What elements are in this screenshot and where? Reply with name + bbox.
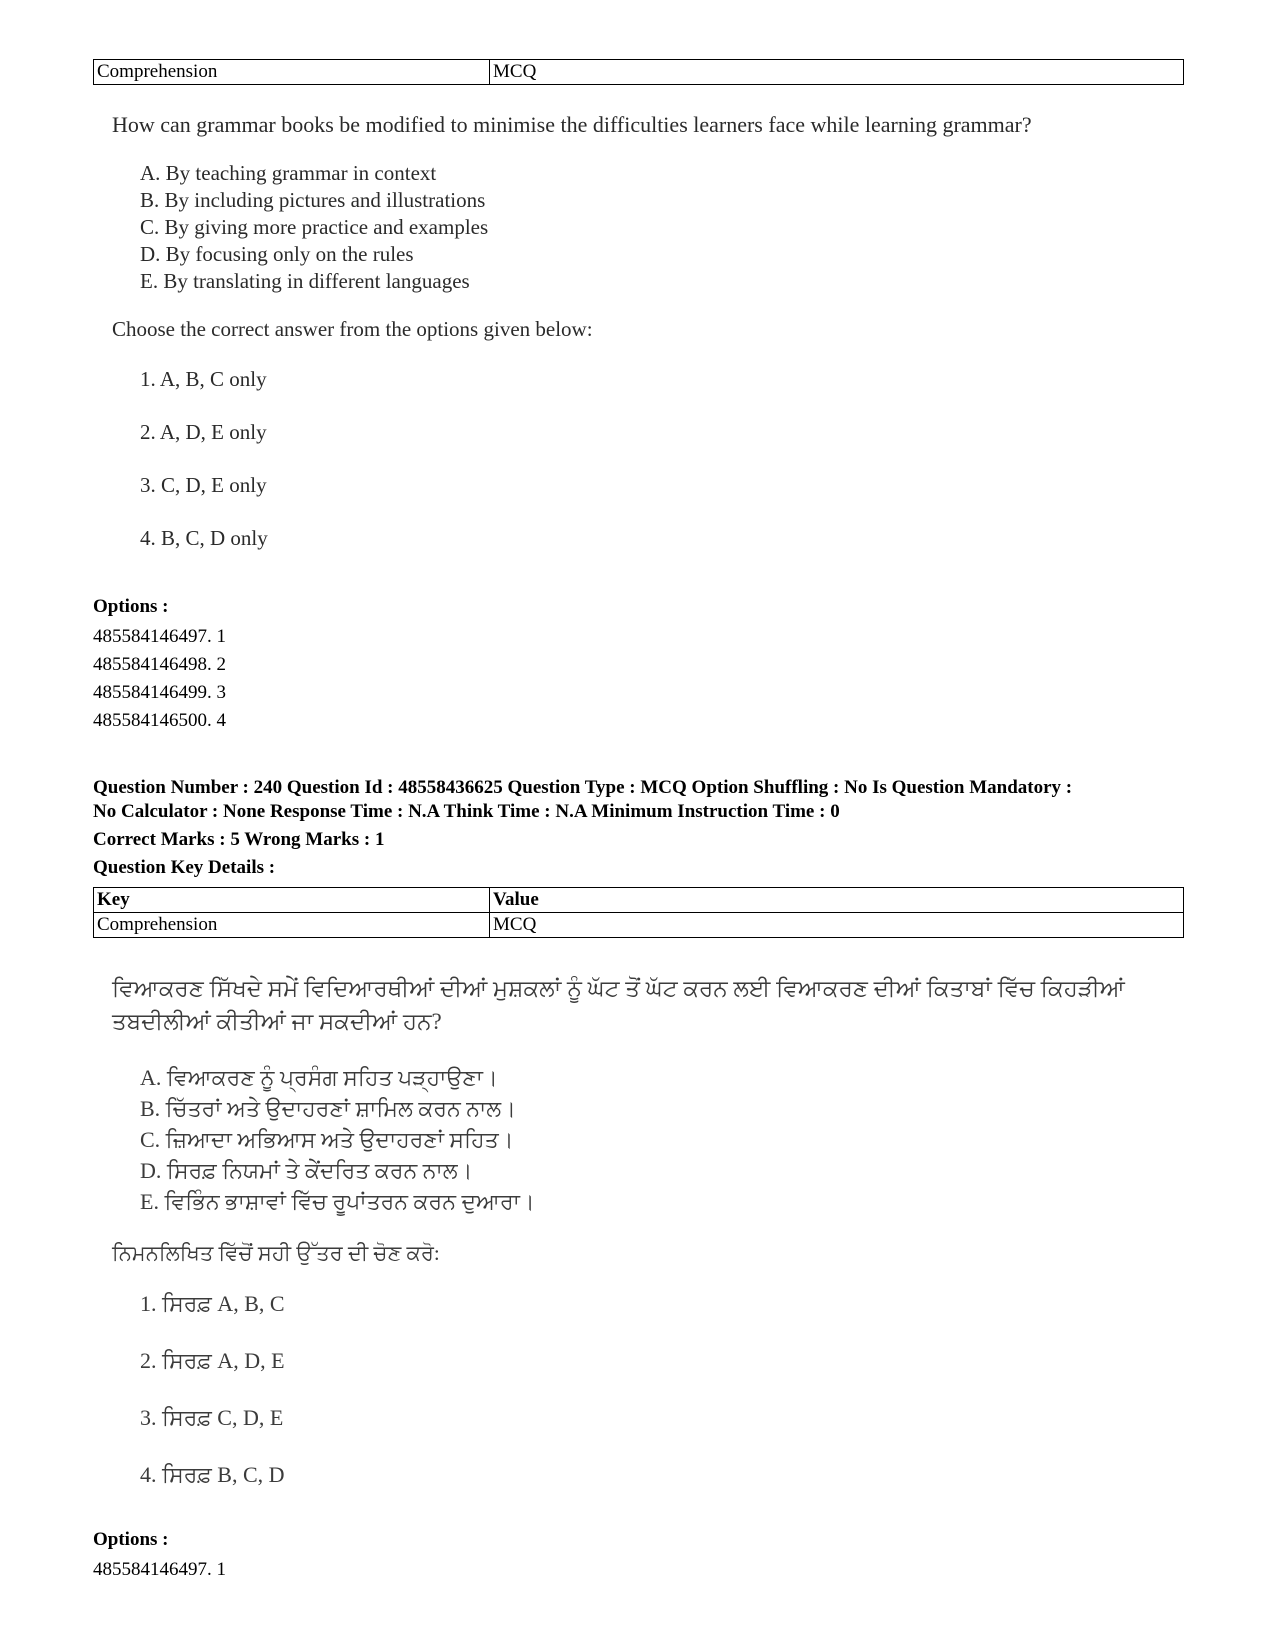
marks-line: Correct Marks : 5 Wrong Marks : 1 [93, 829, 385, 850]
question-image-en [112, 110, 1032, 556]
answer-item: 4. ਸਿਰਫ਼ B, C, D [140, 1462, 285, 1487]
top-key-table [93, 59, 1184, 85]
options-title: Options : [93, 596, 169, 617]
answer-item: 1. A, B, C only [140, 367, 267, 391]
answer-item: 2. ਸਿਰਫ਼ A, D, E [140, 1348, 285, 1373]
statement-item: D. ਸਿਰਫ਼ ਨਿਯਮਾਂ ਤੇ ਕੇਂਦਰਿਤ ਕਰਨ ਨਾਲ। [140, 1158, 473, 1183]
meta-line-1: Question Number : 240 Question Id : 48558436625 Question Type : MCQ Option Shuffling : No Is Question Mandatory : [93, 777, 1073, 798]
table-row [94, 60, 1184, 85]
value-cell: MCQ [490, 60, 1184, 85]
option-item: 485584146497. 1 [93, 626, 226, 647]
question-key-table [93, 887, 1184, 938]
option-item: 485584146497. 1 [93, 1559, 226, 1580]
statement-item: B. By including pictures and illustrations [140, 188, 486, 212]
answer-item: 3. ਸਿਰਫ਼ C, D, E [140, 1405, 284, 1430]
question-image-pa [112, 972, 1125, 1492]
value-cell: MCQ [490, 913, 1184, 938]
key-details-label: Question Key Details : [93, 857, 276, 878]
statement-item: E. ਵਿਭਿੰਨ ਭਾਸ਼ਾਵਾਂ ਵਿੱਚ ਰੂਪਾਂਤਰਨ ਕਰਨ ਦੁਆਰਾ। [140, 1189, 535, 1214]
answer-item: 3. C, D, E only [140, 473, 267, 497]
option-item: 485584146499. 3 [93, 682, 226, 703]
question-text: How can grammar books be modified to minimise the difficulties learners face while learning grammar? [112, 112, 1032, 137]
option-item: 485584146500. 4 [93, 710, 226, 731]
question-text-line-1: ਵਿਆਕਰਣ ਸਿੱਖਦੇ ਸਮੇਂ ਵਿਦਿਆਰਥੀਆਂ ਦੀਆਂ ਮੁਸ਼ਕਲਾਂ ਨੂੰ ਘੱਟ ਤੋਂ ਘੱਟ ਕਰਨ ਲਈ ਵਿਆਕਰਣ ਦੀਆਂ ਕਿਤਾਬਾਂ ਵਿੱਚ ਕਿਹੜੀਆਂ [112, 976, 1125, 1001]
meta-line-2: No Calculator : None Response Time : N.A Think Time : N.A Minimum Instruction Time : 0 [93, 801, 840, 822]
choose-instruction: Choose the correct answer from the options given below: [112, 317, 593, 341]
answer-item: 2. A, D, E only [140, 420, 267, 444]
header-key: Key [94, 888, 490, 913]
table-row [94, 913, 1184, 938]
header-value: Value [490, 888, 1184, 913]
answer-list [112, 367, 1032, 556]
statement-item: C. By giving more practice and examples [140, 215, 489, 239]
statement-list [112, 160, 1032, 295]
statement-item: A. By teaching grammar in context [140, 161, 437, 185]
table-header-row [94, 888, 1184, 913]
statement-item: B. ਚਿੱਤਰਾਂ ਅਤੇ ਉਦਾਹਰਣਾਂ ਸ਼ਾਮਿਲ ਕਰਨ ਨਾਲ। [140, 1096, 517, 1121]
statement-item: A. ਵਿਆਕਰਣ ਨੂੰ ਪ੍ਰਸੰਗ ਸਹਿਤ ਪੜ੍ਹਾਉਣਾ। [140, 1065, 498, 1090]
statement-list [112, 1062, 1125, 1217]
key-cell: Comprehension [94, 60, 490, 85]
key-cell: Comprehension [94, 913, 490, 938]
statement-item: D. By focusing only on the rules [140, 242, 414, 266]
statement-item: C. ਜ਼ਿਆਦਾ ਅਭਿਆਸ ਅਤੇ ਉਦਾਹਰਣਾਂ ਸਹਿਤ। [140, 1127, 514, 1152]
question-meta [93, 776, 1193, 880]
options-list [93, 623, 226, 735]
choose-instruction: ਨਿਮਨਲਿਖਿਤ ਵਿੱਚੋਂ ਸਹੀ ਉੱਤਰ ਦੀ ਚੋਣ ਕਰੋ: [112, 1241, 440, 1265]
answer-list [112, 1291, 1125, 1492]
options-list [93, 1556, 226, 1584]
statement-item: E. By translating in different languages [140, 269, 470, 293]
answer-item: 4. B, C, D only [140, 526, 268, 550]
options-title: Options : [93, 1529, 169, 1550]
option-item: 485584146498. 2 [93, 654, 226, 675]
question-text-line-2: ਤਬਦੀਲੀਆਂ ਕੀਤੀਆਂ ਜਾ ਸਕਦੀਆਂ ਹਨ? [112, 1009, 442, 1034]
answer-item: 1. ਸਿਰਫ਼ A, B, C [140, 1291, 285, 1316]
